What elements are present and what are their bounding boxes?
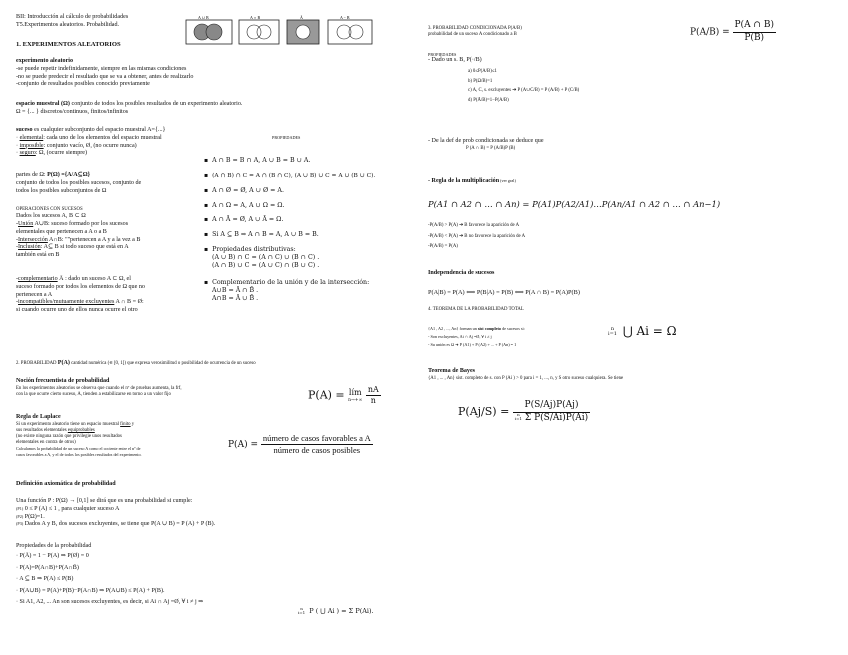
bayes-lhs: P(Aj/S) = [458,405,513,419]
bayes-formula [458,400,590,424]
venn-svg [184,14,384,46]
propiedades-label: PROPIEDADES [272,135,301,140]
bayes-title: Teorema de Bayes [428,368,476,374]
header-line-2: T5.Experimentos aleatorios. Probabilidad. [16,21,120,28]
comp-text-2: suceso formado por todos los elementos de Ω que no [16,283,145,290]
laplace-l4: elementales en contra de otros) [16,440,76,446]
incl-text: : A⊆ B si todo suceso que está en A [40,244,129,251]
experimento-block [16,58,316,89]
union-sup: n [610,325,615,332]
freq-lim-sub: n→+∞ [348,397,363,403]
espacio-title: espacio muestral (Ω) [16,101,70,107]
venn-label-complement: Ā [300,15,303,20]
freq-den: n [370,396,376,406]
union-text-2: elementales que pertenecen a A o a B [16,228,107,235]
cond-prop-label: PROPIEDADES [428,52,457,57]
laplace-l1b: y [130,421,135,427]
propprob-5: · Si A1, A2, ... An son sucesos excluyentes, es decir, si Ai ∩ Aj =Ø, ∀ i ≠ j ⇒ [16,599,204,606]
bayes-num: P(S/Aj)P(Aj) [513,400,590,413]
partes-line-3: todos los posibles subconjuntos de Ω [16,187,107,194]
imposible-text: : conjunto vacío, Ø, (no ocurre nunca) [43,142,137,149]
complement-title: ▪ Complementario de la unión y de la intersección: [204,280,416,286]
axiom-title: Definición axiomática de probabilidad [16,481,116,487]
incomp-term: incompatibles/mutuamente excluyentes [18,299,115,306]
property-4: ▪ A ∩ Ω = A, A ∪ Ω = Ω. [204,203,416,209]
freq-title: Noción frecuentista de probabilidad [16,378,110,384]
experimento-line-2: -no se puede predecir el resultado que se va a obtener, antes de realizarlo [16,73,194,80]
venn-label-intersection: A ∩ B [250,15,261,20]
laplace-num: número de casos favorables a A [262,433,371,443]
axiom-1-label: (P1) [16,505,24,511]
cond-prop-intro: - Dado un s. B, P(·/B) [428,57,482,64]
venn-union-b [206,24,222,40]
incl-term: Inclusión [18,244,41,251]
sum-union-formula [298,607,374,615]
venn-box-intersection [239,20,279,44]
seguro-text: : Ω, (ocurre siempre) [35,150,88,157]
freq-lim: lím [348,387,362,397]
union-text: A∪B: suceso formado por los sucesos [33,220,129,227]
seguro-term: seguro [19,150,36,157]
sec3-header [428,26,688,38]
ops-given: Dados los sucesos A, B ⊂ Ω [16,213,86,220]
set-properties-list [204,158,416,303]
axiom-2-label: (P2) [16,513,24,519]
freq-formula [308,385,381,406]
laplace-l2a: sus resultados elementales [16,427,68,433]
sist-l3: - Su unión es Ω ➔ P (A1) + P (A2) + ... + P (An) = 1 [428,341,517,347]
deduce-block [428,138,728,152]
property-5: ▪ A ∩ Ā = Ø, A ∪ Ā = Ω. [204,217,416,223]
laplace-den: número de casos posibles [273,444,361,455]
inter-text: A∩B: ""pertenecen a A y a la vez a B [47,236,141,243]
experimento-line-3: -conjunto de resultados posibles conocido previamente [16,81,150,88]
mult-small: (ver gral) [499,178,516,183]
operaciones-block: OPERACIONES CON SUCESOS Dados los sucesos A, B ⊂ Ω -Unión A∪B: suceso formado por los sucesos elementales que pertenecen a A o a B -Intersección A∩B: ""pertenecen a A y a la vez a B -Inclusión: A⊆ B si todo suceso que está en A también está en B [16,207,206,260]
propprob-4: · P(A∪B) = P(A)+P(B)−P(A∩B) ⇒ P(A∪B) ≤ P(A) + P(B). [16,587,165,594]
suceso-block: suceso es cualquier subconjunto del espacio muestral A={...} · elemental: cada uno de los elementos del espacio muestral · imposible: conjunto vacío, Ø, (no ocurre nunca) · seguro: Ω, (ocurre siempre) [16,127,166,157]
final-sub: i=1 [298,610,306,615]
complement-1: A∪B = Ā ∩ B̄ . [212,286,259,294]
sec4-title: 4. TEOREMA DE LA PROBABILIDAD TOTAL [428,307,524,312]
axiom-1-text: 0 ≤ P (A) ≤ 1 , para cualquier suceso A [23,505,120,512]
incomp-text-2: si cuando ocurre uno de ellos nunca ocurre el otro [16,307,138,314]
sec2-title-c: cantidad numérica (∈ [0, 1]) que expresa verosimilitud o posibilidad de ocurrencia de un suceso [69,361,256,366]
cond-lhs: P(A/B) = [690,27,733,38]
axiom-intro: Una función P : P(Ω) → [0,1] se dirá que es una probabilidad si cumple: [16,498,193,504]
favor-block [428,221,728,253]
final-formula: P ( ⋃ Ai ) = Σ P(Ai). [309,607,374,615]
ops-title: OPERACIONES CON SUCESOS [16,207,83,212]
elemental-text: : cada uno de los elementos del espacio muestral [43,134,162,141]
laplace-l6: casos favorables a A, y el de todos los posibles resultados del experimento. [16,451,142,457]
venn-label-union: A ∪ B [198,15,209,20]
laplace-l3: (no existe ninguna razón que privilegie unos resultados [16,434,122,440]
freq-line-1: En los experimentos aleatorios se observa que cuando el nº de pruebas aumenta, la frf, [16,385,182,391]
laplace-l1a: Si un experimento aleatorio tiene un espacio muestral [16,421,121,427]
indep-eq: P(A|B) = P(A) ⟺ P(B|A) = P(B) ⟺ P(A ∩ B) = P(A)P(B) [428,289,580,296]
partes-line-2: conjunto de todos los posibles sucesos, conjunto de [16,179,142,186]
venn-label-difference: A − B [340,15,350,20]
venn-box-difference [328,20,372,44]
mult-title: - Regla de la multiplicación [428,178,500,184]
laplace-title: Regla de Laplace [16,414,61,420]
sec1-title: 1. EXPERIMENTOS ALEATORIOS [16,41,121,48]
incomp-text: A ∩ B = Ø: [114,299,144,306]
favor-1: -P(A/B) > P(A) ➔ B favorece la aparición de A [428,223,520,228]
cond-formula [690,20,776,44]
sec3-subtitle: probabilidad de un suceso A condicionado a B [428,32,517,38]
cond-prop-b: b) P(Ω/B)=1 [468,78,493,84]
complementario-block: -complementario Ā : dado un suceso A ⊂ Ω, el suceso formado por todos los elementos de Ω que no pertenecen a A -incompatibles/mutuamente excluyentes A ∩ B = Ø: si cuando ocurre uno de ellos nunca ocurre el otro [16,276,211,315]
cond-prop-c: c) A, C, s. excluyentes ➔ P (A∪C/B) = P (A/B) + P (C/B) [468,88,580,94]
distributive-2: (A ∩ B) ∪ C = (A ∪ C) ∩ (B ∪ C) . [212,262,320,270]
sec3-title: 3. PROBABILIDAD CONDICIONADA P(A/B) [428,26,522,31]
mult-title-line [428,178,516,186]
cond-prop-d: d) P(Ā/B)=1−P(A/B) [468,97,509,103]
experimento-title: experimento aleatorio [16,58,74,64]
mult-formula: P(A1 ∩ A2 ∩ … ∩ An) = P(A1)P(A2/A1)…P(An/A1 ∩ A2 ∩ … ∩ An−1) [428,199,721,209]
comp-text-3: pertenecen a A [16,291,53,298]
propprob-3: · A ⊆ B ⇒ P(A) ≤ P(B) [16,576,74,583]
partes-formula: P(Ω) ={A/A⊆Ω} [47,172,91,178]
comp-text: Ā : dado un suceso A ⊂ Ω, el [57,276,131,282]
elemental-term: elemental [19,134,44,141]
espacio-text: conjunto de todos los posibles resultados de un experimento aleatorio. [69,101,243,107]
property-1: ▪ A ∩ B = B ∩ A, A ∪ B = B ∪ A. [204,158,416,164]
union-term: Unión [18,220,34,227]
bayes-den-sub: i=1 [514,416,522,422]
venn-comp-a [296,25,310,39]
espacio-block [16,101,416,117]
favor-2: -P(A/B) < P(A) ➔ B no favorece la aparición de A [428,233,526,239]
cond-prop-a: a) 0≤P(A/B)≤1 [468,69,497,75]
propprob-2: · P(A)=P(A∩B)+P(A∩B̄) [16,564,79,571]
sec2-title-b: P(A) [57,360,70,366]
sist-l1c: de sucesos si: [501,326,525,331]
sist-l1a: {A1 , A2 , ..., An} forman un [428,326,478,331]
bayes-den-idx: n [517,412,520,418]
cond-num: P(A ∩ B) [733,20,776,33]
sist-l1b: sist completo [477,326,502,331]
header [16,14,128,30]
laplace-lhs: P(A) = [228,439,261,450]
bayes-text: {A1 , ... , An} sist. completo de s. con P (Ai ) > 0 para i = 1, ..., n, y S otro suceso cualquiera. Se tiene [428,375,624,381]
axiom-2-text: P(Ω)=1. [23,513,45,520]
laplace-formula [228,433,373,456]
union-formula: ⋃ Ai = Ω [622,324,677,338]
frecuentista-block [16,378,316,398]
propprob-1: · P(Ā) = 1 − P(A) ⇒ P(Ø) = 0 [16,552,89,559]
laplace-l2u: equiprobables [67,427,95,433]
deduce-text: - De la def de prob condicionada se deduce que [428,138,544,144]
laplace-l1u: finito [120,421,131,427]
prob-properties-block [16,543,356,609]
axiom-3-text: Dados A y B, dos sucesos excluyentes, se tiene que P(A ∪ B) = P (A) + P (B). [23,521,216,528]
axiom-block [16,498,346,529]
freq-line-2: con la que ocurre cierto suceso, A, tienden a estabilizarse en torno a un valor fijo [16,391,171,397]
sec2-title-a: 2. PROBABILIDAD [16,361,58,366]
complement-2: A∩B = Ā ∪ B̄ . [212,295,259,303]
property-2: ▪ (A ∩ B) ∩ C = A ∩ (B ∩ C), (A ∪ B) ∪ C = A ∪ (B ∪ C). [204,173,416,180]
cond-props-block [428,52,718,106]
sist-l2: - Son excluyentes, Ai ∩ Aj =Ø, ∀ i ≠ j [428,333,492,339]
suceso-text: es cualquier subconjunto del espacio muestral A={...} [32,127,166,133]
sist-completo-block [428,325,628,349]
favor-3: -P(A/B) = P(A) [428,244,458,250]
laplace-block [16,414,241,457]
suceso-title: suceso [16,127,33,133]
bayes-block [428,368,838,382]
distributive-1: (A ∪ B) ∩ C = (A ∩ C) ∪ (B ∩ C) . [212,254,320,262]
freq-lhs: P(A) = [308,388,349,402]
incl-text-2: también está en B [16,252,60,259]
property-3: ▪ A ∩ Ø = Ø, A ∪ Ø = A. [204,188,416,194]
axiom-3-label: (P3) [16,521,24,527]
venn-diagrams [184,14,384,46]
final-sup: n [300,606,303,611]
distributive-title: ▪ Propiedades distributivas: [204,247,416,253]
union-omega-formula [608,324,677,339]
partes-block [16,172,206,195]
imposible-term: imposible [19,142,44,149]
espacio-line-2: Ω = {... } discretos/continuos, finitos/infinitos [16,108,129,115]
header-line-1: BII: Introducción al cálculo de probabilidades [16,14,129,20]
freq-num: nA [366,385,381,396]
inter-term: Intersección [18,236,48,243]
experimento-line-1: -se puede repetir indefinidamente, siempre en las mismas condiciones [16,65,187,72]
comp-term: complementario [18,276,58,282]
partes-label: partes de Ω: [16,172,48,178]
bayes-den: Σ P(S/Ai)P(Ai) [524,412,589,423]
union-sub: i=1 [608,330,617,337]
indep-title: Independencia de sucesos [428,270,495,276]
deduce-eq: P (A ∩ B) = P (A/B)P (B) [466,145,516,151]
property-6: ▪ Si A ⊆ B ⇒ A ∩ B = A, A ∪ B = B. [204,232,416,238]
propprob-title: Propiedades de la probabilidad [16,543,92,549]
sec2-title [16,360,256,368]
cond-den: P(B) [744,32,765,43]
laplace-l5: Calculamos la probabilidad de un suceso A como el cociente entre el nº de [16,446,141,452]
